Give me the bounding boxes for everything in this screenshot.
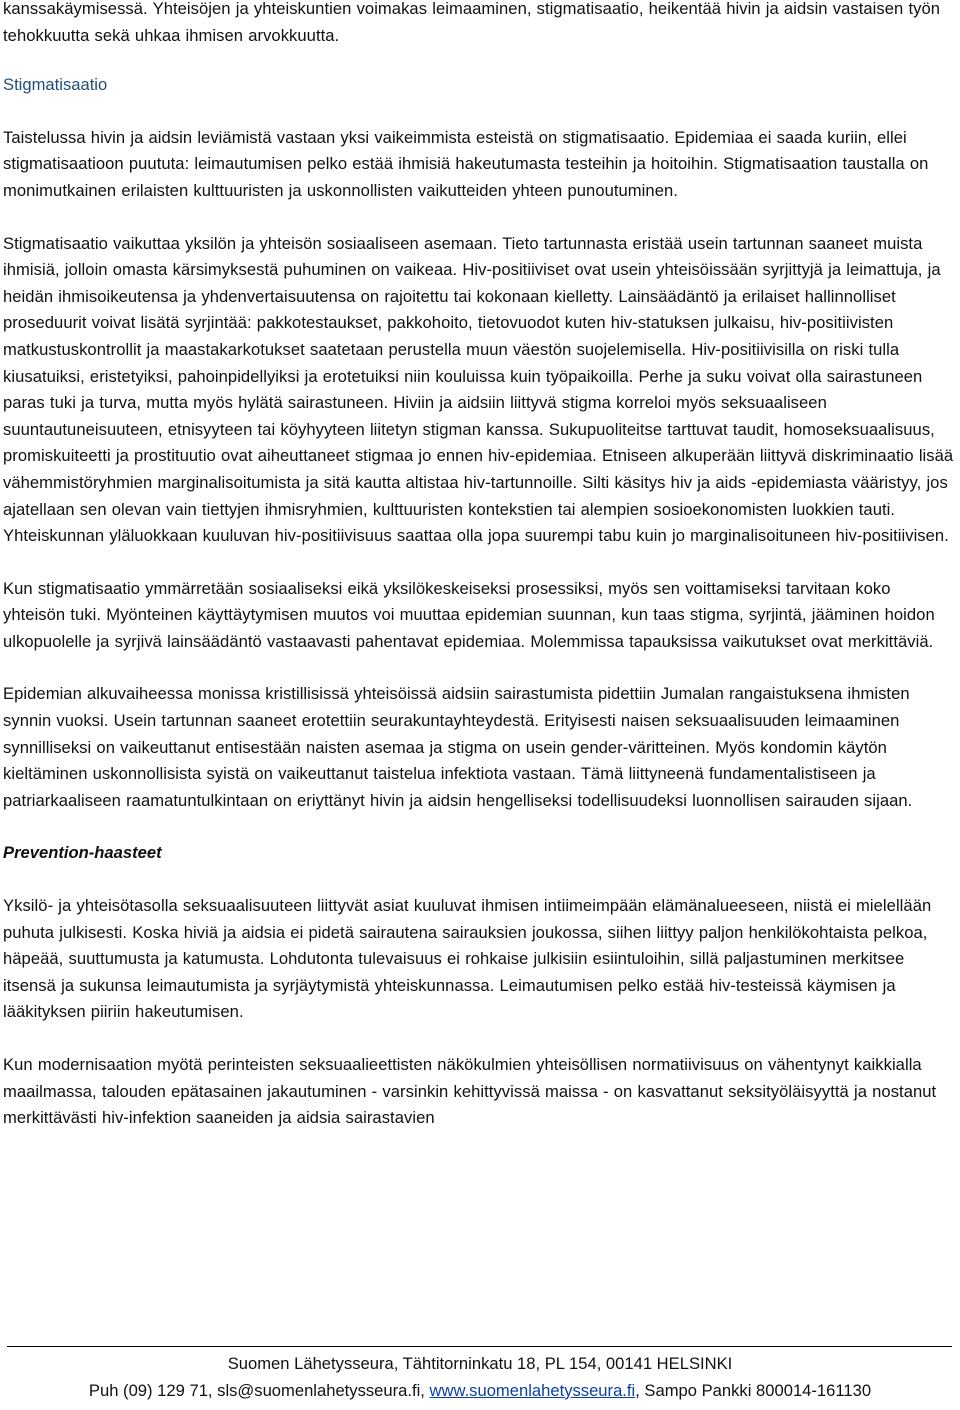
footer-divider [7,1346,952,1347]
stigma-paragraph-1: Taistelussa hivin ja aidsin leviämistä vastaan yksi vaikeimmista esteistä on stigmatisaatio. Epidemiaa ei saada kuriin, ellei stigmatisaatioon puututa: leimautumisen pelko estää ihmisiä hakeutumasta testeihin ja hoitoihin. Stigmatisaation taustalla on monimutkainen erilaisten kulttuuristen ja uskonnollisten vaikutteiden yhteen punoutuminen. [3,127,929,200]
footer-website-link[interactable]: www.suomenlahetysseura.fi [429,1380,636,1400]
page-footer [0,1351,960,1404]
prevention-paragraph-2: Kun modernisaation myötä perinteisten seksuaalieettisten näkökulmien yhteisöllisen normatiivisuus on vähentynyt kaikkialla maailmassa, talouden epätasainen jakautuminen - varsinkin kehittyvissä maissa - on kasvattanut seksityöläisyyttä ja nostanut merkittävästi hiv-infektion saaneiden ja aidsia sairastavien [3,1055,937,1128]
document-body [3,0,955,1132]
stigma-paragraph-3: Kun stigmatisaatio ymmärretään sosiaaliseksi eikä yksilökeskeiseksi prosessiksi, myös sen voittamiseksi tarvitaan koko yhteisön tuki. Myönteinen käyttäytymisen muutos voi muuttaa epidemian suunnan, kun taas stigma, syrjintä, jääminen hoidon ulkopuolelle ja syrjivä lainsäädäntö vastaavasti pahentavat epidemiaa. Molemmissa tapauksissa vaikutukset ovat merkittäviä. [3,578,935,651]
stigma-paragraph-2: Stigmatisaatio vaikuttaa yksilön ja yhteisön sosiaaliseen asemaan. Tieto tartunnasta eristää usein tartunnan saaneet muista ihmisiä, jolloin omasta kärsimyksestä puhuminen on vaikeaa. Hiv-positiiviset ovat usein yhteisöissään syrjittyjä ja leimattuja, ja heidän ihmisoikeutensa ja yhdenvertaisuutensa on rajoitettu tai kokonaan kielletty. Lainsäädäntö ja erilaiset hallinnolliset proseduurit voivat lisätä syrjintää: pakkotestaukset, pakkohoito, tietovuodot kuten hiv-statuksen julkaisu, hiv-positiivisten matkustuskontrollit ja maastakarkotukset saatetaan perustella muun väestön suojelemisella. Hiv-positiivisilla on riski tulla kiusatuiksi, eristetyiksi, pahoinpidellyiksi ja erotetuiksi niin kouluissa kuin työpaikoilla. Perhe ja suku voivat olla sairastuneen paras tuki ja turva, mutta myös hylätä sairastuneen. Hiviin ja aidsiin liittyvä stigma korreloi myös seksuaaliseen suuntautuneisuuteen, etnisyyteen tai köyhyyteen liitetyn stigman kanssa. Sukupuoliteitse tarttuvat taudit, homoseksuaalisuus, promiskuiteetti ja prostituutio ovat aiheuttaneet stigmaa jo ennen hiv-epidemiaa. Etniseen alkuperään liittyvä diskriminaatio lisää vähemmistöryhmien marginalisoitumista ja sitä kautta altistaa hiv-tartunnoille. Silti käsitys hiv ja aids -epidemiasta vääristyy, jos ajatellaan sen olevan vain tiettyjen ihmisryhmien, kulttuuristen kontekstien tai alempien sosioekonomisten luokkien tauti. Yhteiskunnan yläluokkaan kuuluvan hiv-positiivisuus saattaa olla jopa suurempi tabu kuin jo marginalisoituneen hiv-positiivisen. [3,233,954,546]
section-heading-prevention: Prevention-haasteet [3,843,162,863]
footer-contact [0,1378,960,1405]
stigma-paragraph-4: Epidemian alkuvaiheessa monissa kristillisissä yhteisöissä aidsiin sairastumista pidettiin Jumalan rangaistuksena ihmisten synnin vuoksi. Usein tartunnan saaneet erotettiin seurakuntayhteydestä. Erityisesti naisen seksuaalisuuden leimaaminen synnilliseksi on vaikeuttanut entisestään naisten asemaa ja stigma on usein gender-väritteinen. Myös kondomin käytön kieltäminen uskonnollisista syistä on vaikeuttanut taistelua infektiota vastaan. Tämä liittyneenä fundamentalistiseen ja patriarkaaliseen raamatuntulkintaan on eriyttänyt hivin ja aidsin hengelliseksi todellisuudeksi luonnollisen sairauden sijaan. [3,684,913,810]
footer-contact-prefix: Puh (09) 129 71, sls@suomenlahetysseura.fi, [88,1380,430,1400]
footer-contact-suffix: , Sampo Pankki 800014-161130 [635,1380,872,1400]
prevention-paragraph-1: Yksilö- ja yhteisötasolla seksuaalisuuteen liittyvät asiat kuuluvat ihmisen intiimeimpään elämänalueeseen, niistä ei mielellään puhuta julkisesti. Koska hiviä ja aidsia ei pidetä sairautena sairauksien joukossa, siihen liittyy paljon henkilökohtaista pelkoa, häpeää, suuttumusta ja katumusta. Lohdutonta tulevaisuus ei rohkaise julkisiin esiintuloihin, sillä paljastuminen merkitsee itsensä ja sukunsa leimautumista ja syrjäytymistä yhteiskunnassa. Leimautumisen pelko estää hiv-testeissä käymisen ja lääkityksen piiriin hakeutumisen. [3,896,932,1022]
footer-address: Suomen Lähetysseura, Tähtitorninkatu 18, PL 154, 00141 HELSINKI [227,1354,733,1373]
section-heading-stigmatisaatio: Stigmatisaatio [3,75,108,95]
intro-paragraph: kanssakäymisessä. Yhteisöjen ja yhteiskuntien voimakas leimaaminen, stigmatisaatio, heikentää hivin ja aidsin vastaisen työn tehokkuutta sekä uhkaa ihmisen arvokkuutta. [3,0,941,45]
